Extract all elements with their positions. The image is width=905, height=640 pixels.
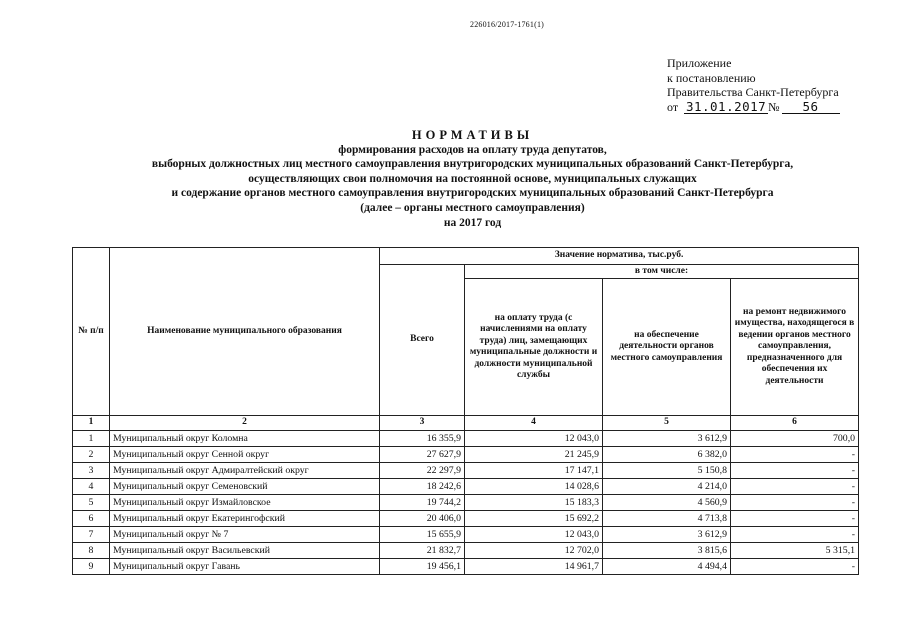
annex-date-line (667, 100, 840, 115)
row-labor: 17 147,1 (465, 463, 603, 479)
row-total: 19 456,1 (380, 559, 465, 575)
header-name: Наименование муниципального образования (110, 248, 380, 416)
row-total: 19 744,2 (380, 495, 465, 511)
document-title (90, 128, 855, 230)
table-row (73, 463, 859, 479)
row-name: Муниципальный округ Сенной округ (110, 447, 380, 463)
row-total: 22 297,9 (380, 463, 465, 479)
document-code: 226016/2017-1761(1) (470, 20, 545, 29)
row-total: 27 627,9 (380, 447, 465, 463)
table-row (73, 431, 859, 447)
header-num: № п/п (73, 248, 110, 416)
row-total: 15 655,9 (380, 527, 465, 543)
title-line-3: осуществляющих свои полномочия на постоянной основе, муниципальных служащих (248, 172, 697, 185)
row-labor: 14 961,7 (465, 559, 603, 575)
column-number: 2 (110, 416, 380, 431)
row-labor: 14 028,6 (465, 479, 603, 495)
row-operations: 4 713,8 (603, 511, 731, 527)
row-labor: 15 692,2 (465, 511, 603, 527)
annex-from-label: от (667, 99, 679, 114)
table-row (73, 447, 859, 463)
row-repair: - (731, 511, 859, 527)
row-name: Муниципальный округ Гавань (110, 559, 380, 575)
table-row (73, 511, 859, 527)
annex-line-2: к постановлению (667, 70, 756, 85)
annex-line-1: Приложение (667, 56, 732, 70)
row-num: 3 (73, 463, 110, 479)
row-operations: 4 214,0 (603, 479, 731, 495)
row-repair: 700,0 (731, 431, 859, 447)
row-operations: 5 150,8 (603, 463, 731, 479)
annex-block (667, 56, 840, 114)
column-number: 1 (73, 416, 110, 431)
title-heading: НОРМАТИВЫ (411, 128, 534, 142)
title-line-1: формирования расходов на оплату труда депутатов, (338, 143, 607, 156)
row-num: 4 (73, 479, 110, 495)
row-num: 7 (73, 527, 110, 543)
table-row (73, 495, 859, 511)
row-operations: 3 612,9 (603, 431, 731, 447)
title-line-5: (далее – органы местного самоуправления) (360, 201, 585, 214)
table-row (73, 543, 859, 559)
row-num: 6 (73, 511, 110, 527)
row-num: 9 (73, 559, 110, 575)
row-repair: - (731, 463, 859, 479)
row-operations: 4 494,4 (603, 559, 731, 575)
column-number: 4 (465, 416, 603, 431)
row-labor: 12 702,0 (465, 543, 603, 559)
row-repair: - (731, 527, 859, 543)
row-total: 20 406,0 (380, 511, 465, 527)
header-operations: на обеспечение деятельности органов местного самоуправления (603, 279, 731, 416)
row-operations: 3 612,9 (603, 527, 731, 543)
title-line-4: и содержание органов местного самоуправления внутригородских муниципальных образований Санкт-Петербурга (171, 187, 774, 200)
row-name: Муниципальный округ Адмиралтейский округ (110, 463, 380, 479)
row-labor: 12 043,0 (465, 527, 603, 543)
table-row (73, 527, 859, 543)
header-value-group: Значение норматива, тыс.руб. (380, 248, 859, 265)
row-labor: 21 245,9 (465, 447, 603, 463)
title-line-2: выборных должностных лиц местного самоуправления внутригородских муниципальных образований Санкт-Петербурга, (151, 158, 794, 171)
row-name: Муниципальный округ Коломна (110, 431, 380, 447)
row-num: 1 (73, 431, 110, 447)
row-operations: 3 815,6 (603, 543, 731, 559)
row-total: 18 242,6 (380, 479, 465, 495)
row-name: Муниципальный округ Васильевский (110, 543, 380, 559)
row-repair: - (731, 447, 859, 463)
row-num: 5 (73, 495, 110, 511)
row-repair: - (731, 559, 859, 575)
table-row (73, 479, 859, 495)
column-number: 6 (731, 416, 859, 431)
annex-number: 56 (782, 101, 840, 114)
row-num: 2 (73, 447, 110, 463)
annex-number-label: № (768, 99, 780, 114)
row-operations: 4 560,9 (603, 495, 731, 511)
row-name: Муниципальный округ Измайловское (110, 495, 380, 511)
table-row (73, 559, 859, 575)
row-num: 8 (73, 543, 110, 559)
row-name: Муниципальный округ Семеновский (110, 479, 380, 495)
annex-line-3: Правительства Санкт-Петербурга (667, 85, 839, 99)
row-total: 16 355,9 (380, 431, 465, 447)
row-labor: 15 183,3 (465, 495, 603, 511)
row-repair: - (731, 479, 859, 495)
column-number: 3 (380, 416, 465, 431)
header-labor: на оплату труда (с начислениями на оплату труда) лиц, замещающих муниципальные должности и должности муниципальной службы (465, 279, 603, 416)
norms-table (72, 247, 859, 575)
row-name: Муниципальный округ Екатерингофский (110, 511, 380, 527)
header-total: Всего (380, 265, 465, 416)
column-number: 5 (603, 416, 731, 431)
header-including: в том числе: (465, 265, 859, 279)
row-labor: 12 043,0 (465, 431, 603, 447)
title-line-6: на 2017 год (443, 216, 502, 229)
row-name: Муниципальный округ № 7 (110, 527, 380, 543)
row-operations: 6 382,0 (603, 447, 731, 463)
row-repair: 5 315,1 (731, 543, 859, 559)
annex-date: 31.01.2017 (685, 98, 767, 114)
header-repair: на ремонт недвижимого имущества, находящегося в ведении органов местного самоуправления, предназначенного для обеспечения их деятельности (731, 279, 859, 416)
row-total: 21 832,7 (380, 543, 465, 559)
row-repair: - (731, 495, 859, 511)
